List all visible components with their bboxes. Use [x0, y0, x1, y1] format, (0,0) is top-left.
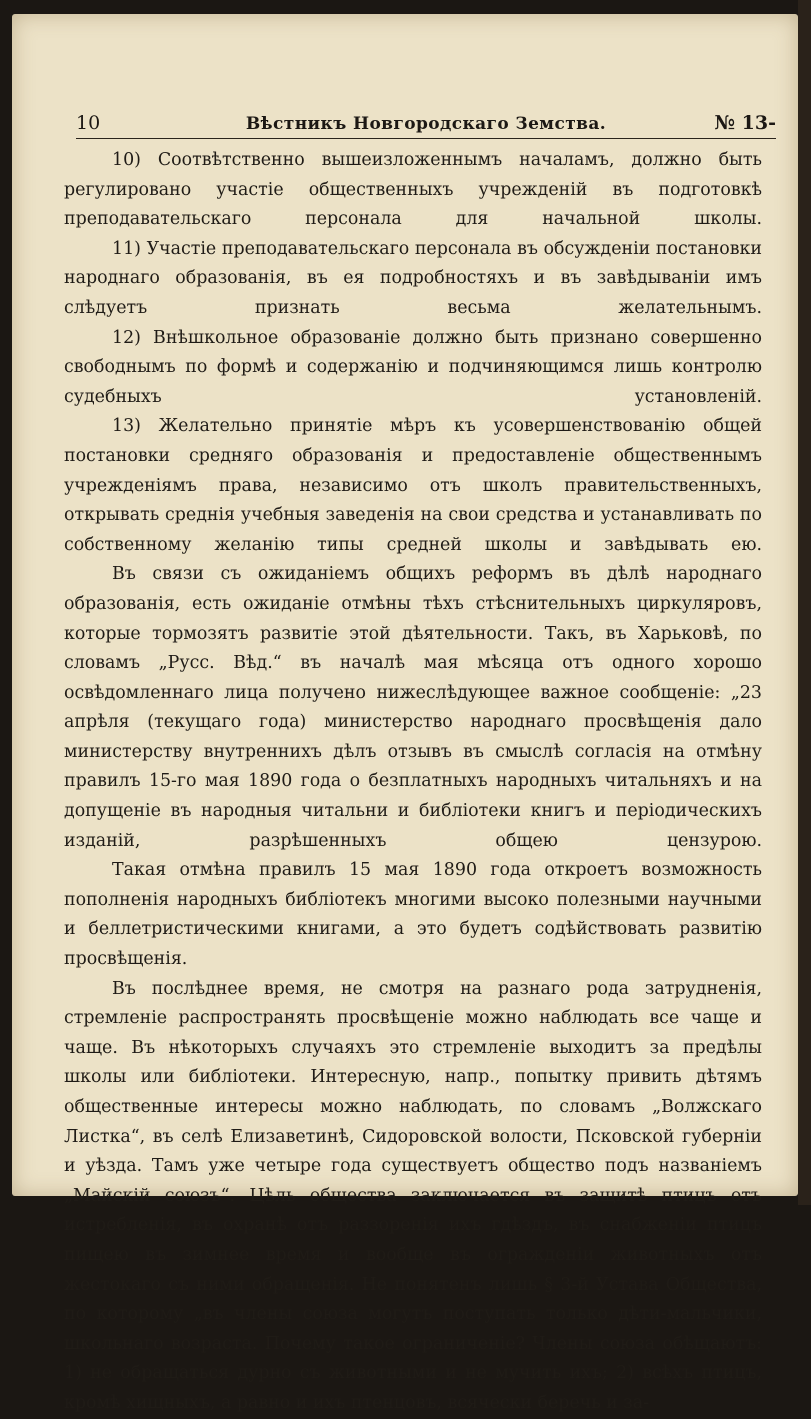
journal-title: Вѣстникъ Новгородскаго Земства.: [245, 114, 607, 134]
body-text: [64, 146, 762, 1419]
page-number: 10: [76, 112, 101, 134]
book-spine-edge: [798, 0, 811, 1205]
paragraph-item-13: 13) Желательно принятіе мѣръ къ усовершенствованію общей постановки средняго образованія и предоставленіе общественнымъ учрежденіямъ права, независимо отъ школъ правительственныхъ, открывать среднія учебныя заведенія на свои средства и устанавливать по собственному желанію типы средней школы и завѣдывать ею.: [64, 416, 762, 555]
running-header: [76, 106, 776, 139]
paragraph-may-union: Въ послѣднее время, не смотря на разнаго рода затрудненія, стремленіе распространять просвѣщеніе можно наблюдать все чаще и чаще. Въ нѣкоторыхъ случаяхъ это стремленіе выходитъ за предѣлы школы или библіотеки. Интересную, напр., попытку привить дѣтямъ общественные интересы можно наблюдать, по словамъ „Волжскаго Листка“, въ селѣ Елизаветинѣ, Сидоровской волости, Псковской губерніи и уѣзда. Тамъ уже четыре года существуетъ общество подъ названіемъ „Майскій союзъ“. Цѣль общества заключается въ защитѣ птицъ отъ истребленія, въ охранѣ отъ раззоренія ихъ гдѣздъ, въ снабженіи птицъ пищею въ зимнее время и вообще въ огражденіи животныхъ отъ жестокаго съ ними обращенія. Не понятенъ лишь § 3-й Устава Общества, по которому „въ члены союза могутъ поступать только дѣти-мальчики, школьнаго возраста. Почему такое ограниченіе? Члены союза обѣщаютъ: 1) не обращаться дурно съ животными и не мучить ихъ; 2) всѣхъ птицъ, кромѣ хищныхъ, а равно и ихъ птенцовъ, всячески беречь и за-: [64, 978, 762, 1413]
paragraph-item-10: 10) Соотвѣтственно вышеизложеннымъ началамъ, должно быть регулировано участіе общественныхъ учрежденій въ подготовкѣ преподавательскаго персонала для начальной школы.: [64, 150, 762, 230]
issue-number: № 13-: [714, 112, 776, 134]
paragraph-item-11: 11) Участіе преподавательскаго персонала въ обсужденіи постановки народнаго образованія, въ ея подробностяхъ и въ завѣдываніи имъ слѣдуетъ признать весьма желательнымъ.: [64, 238, 762, 318]
paragraph-reforms: Въ связи съ ожиданіемъ общихъ реформъ въ дѣлѣ народнаго образованія, есть ожиданіе отмѣны тѣхъ стѣснительныхъ циркуляровъ, которые тормозятъ развитіе этой дѣятельности. Такъ, въ Харьковѣ, по словамъ „Русс. Вѣд.“ въ началѣ мая мѣсяца отъ одного хорошо освѣдомленнаго лица получено нижеслѣдующее важное сообщеніе: „23 апрѣля (текущаго года) министерство народнаго просвѣщенія дало министерству внутреннихъ дѣлъ отзывъ въ смыслѣ согласія на отмѣну правилъ 15-го мая 1890 года о безплатныхъ народныхъ читальняхъ и на допущеніе въ народныя читальни и библіотеки книгъ и періодическихъ изданій, разрѣшенныхъ общею цензурою.: [64, 564, 762, 851]
paragraph-libraries: Такая отмѣна правилъ 15 мая 1890 года откроетъ возможность пополненія народныхъ библіотекъ многими высоко полезными научными и беллетристическими книгами, а это будетъ содѣйствовать развитію просвѣщенія.: [64, 860, 762, 970]
paragraph-item-12: 12) Внѣшкольное образованіе должно быть признано совершенно свободнымъ по формѣ и содержанію и подчиняющимся лишь контролю судебныхъ установленій.: [64, 327, 762, 407]
